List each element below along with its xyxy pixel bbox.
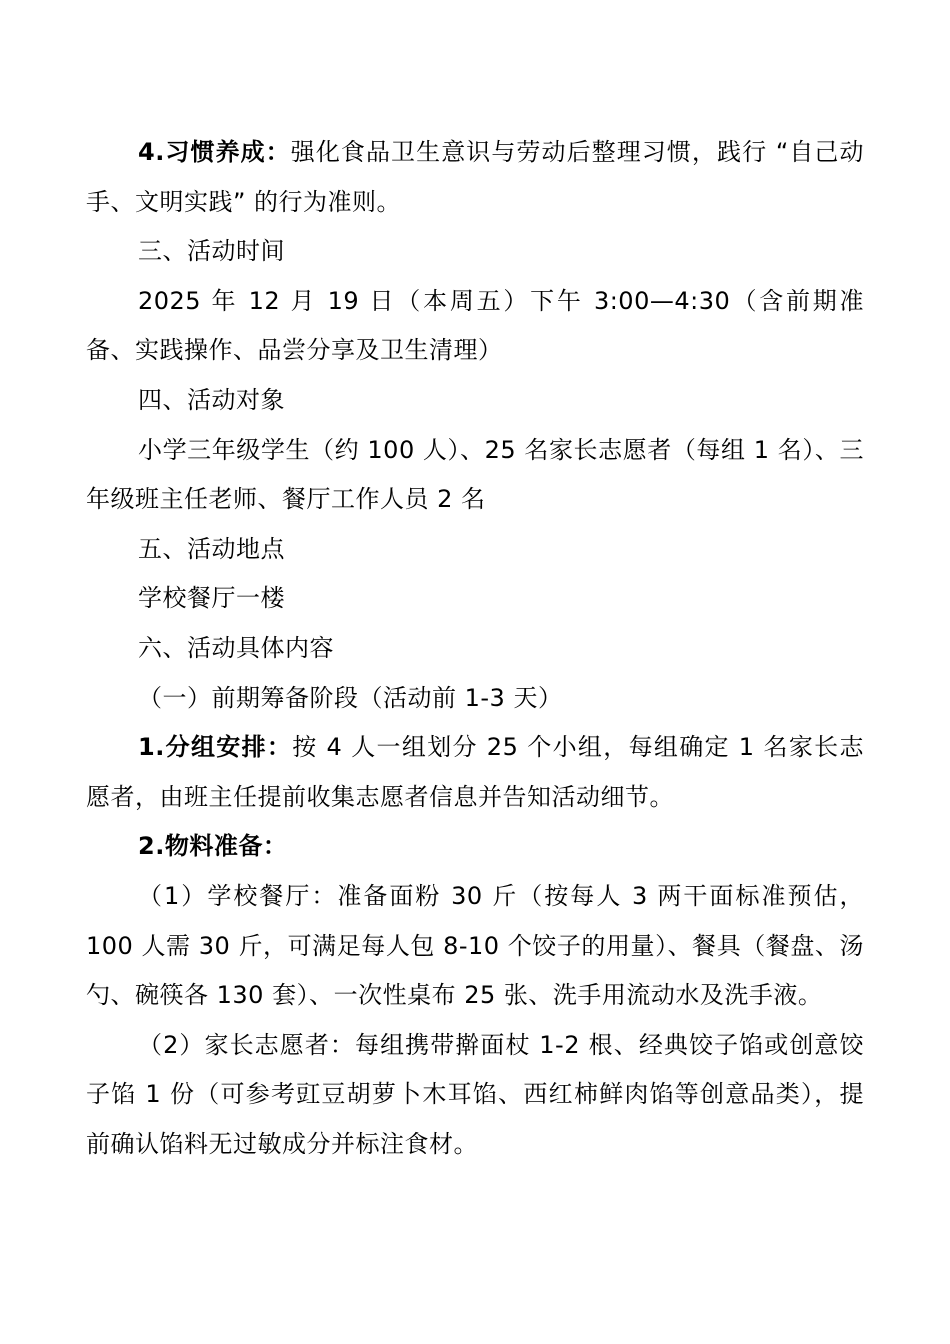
heading-text: 三、活动时间 — [138, 237, 285, 266]
paragraph-text: （1）学校餐厅：准备面粉 30 斤（按每人 3 两干面标准预估，100 人需 30 斤，可满足每人包 8-10 个饺子的用量）、餐具（餐盘、汤勺、碗筷各 130 套）、一次性桌布 25 张、洗手用流动水及洗手液。 — [86, 881, 864, 1010]
heading-text: 五、活动地点 — [138, 534, 285, 563]
heading-activity-time — [86, 227, 864, 277]
heading-text: 四、活动对象 — [138, 385, 285, 414]
paragraph-materials — [86, 822, 864, 872]
paragraph-text: 强化食品卫生意识与劳动后整理习惯，践行 “自己动手、文明实践” 的行为准则。 — [86, 138, 864, 216]
heading-activity-location — [86, 525, 864, 575]
heading-activity-content — [86, 624, 864, 674]
paragraph-text: 按 4 人一组划分 25 个小组，每组确定 1 名家长志愿者，由班主任提前收集志愿者信息并告知活动细节。 — [86, 733, 864, 811]
document-page — [86, 128, 864, 1169]
subheading-preparation — [86, 674, 864, 724]
heading-text: 六、活动具体内容 — [138, 633, 334, 662]
paragraph-canteen-materials — [86, 872, 864, 1021]
paragraph-grouping — [86, 723, 864, 822]
paragraph-text: （2）家长志愿者：每组携带擀面杖 1-2 根、经典饺子馅或创意饺子馅 1 份（可参考豇豆胡萝卜木耳馅、西红柿鲜肉馅等创意品类），提前确认馅料无过敏成分并标注食材。 — [86, 1030, 864, 1158]
paragraph-text: 小学三年级学生（约 100 人）、25 名家长志愿者（每组 1 名）、三年级班主任老师、餐厅工作人员 2 名 — [86, 435, 864, 514]
paragraph-volunteer-materials — [86, 1021, 864, 1170]
paragraph-activity-time — [86, 277, 864, 376]
paragraph-activity-target — [86, 426, 864, 525]
paragraph-activity-location — [86, 574, 864, 624]
heading-text: （一）前期筹备阶段（活动前 1-3 天） — [138, 683, 563, 712]
paragraph-lead: 1.分组安排： — [138, 733, 293, 762]
paragraph-habit — [86, 128, 864, 227]
paragraph-lead: 2.物料准备： — [138, 832, 288, 861]
heading-activity-target — [86, 376, 864, 426]
paragraph-text: 学校餐厅一楼 — [138, 584, 285, 613]
paragraph-lead: 4.习惯养成： — [138, 138, 291, 166]
paragraph-text: 2025 年 12 月 19 日（本周五）下午 3:00—4:30（含前期准备、实践操作、品尝分享及卫生清理） — [86, 286, 864, 365]
